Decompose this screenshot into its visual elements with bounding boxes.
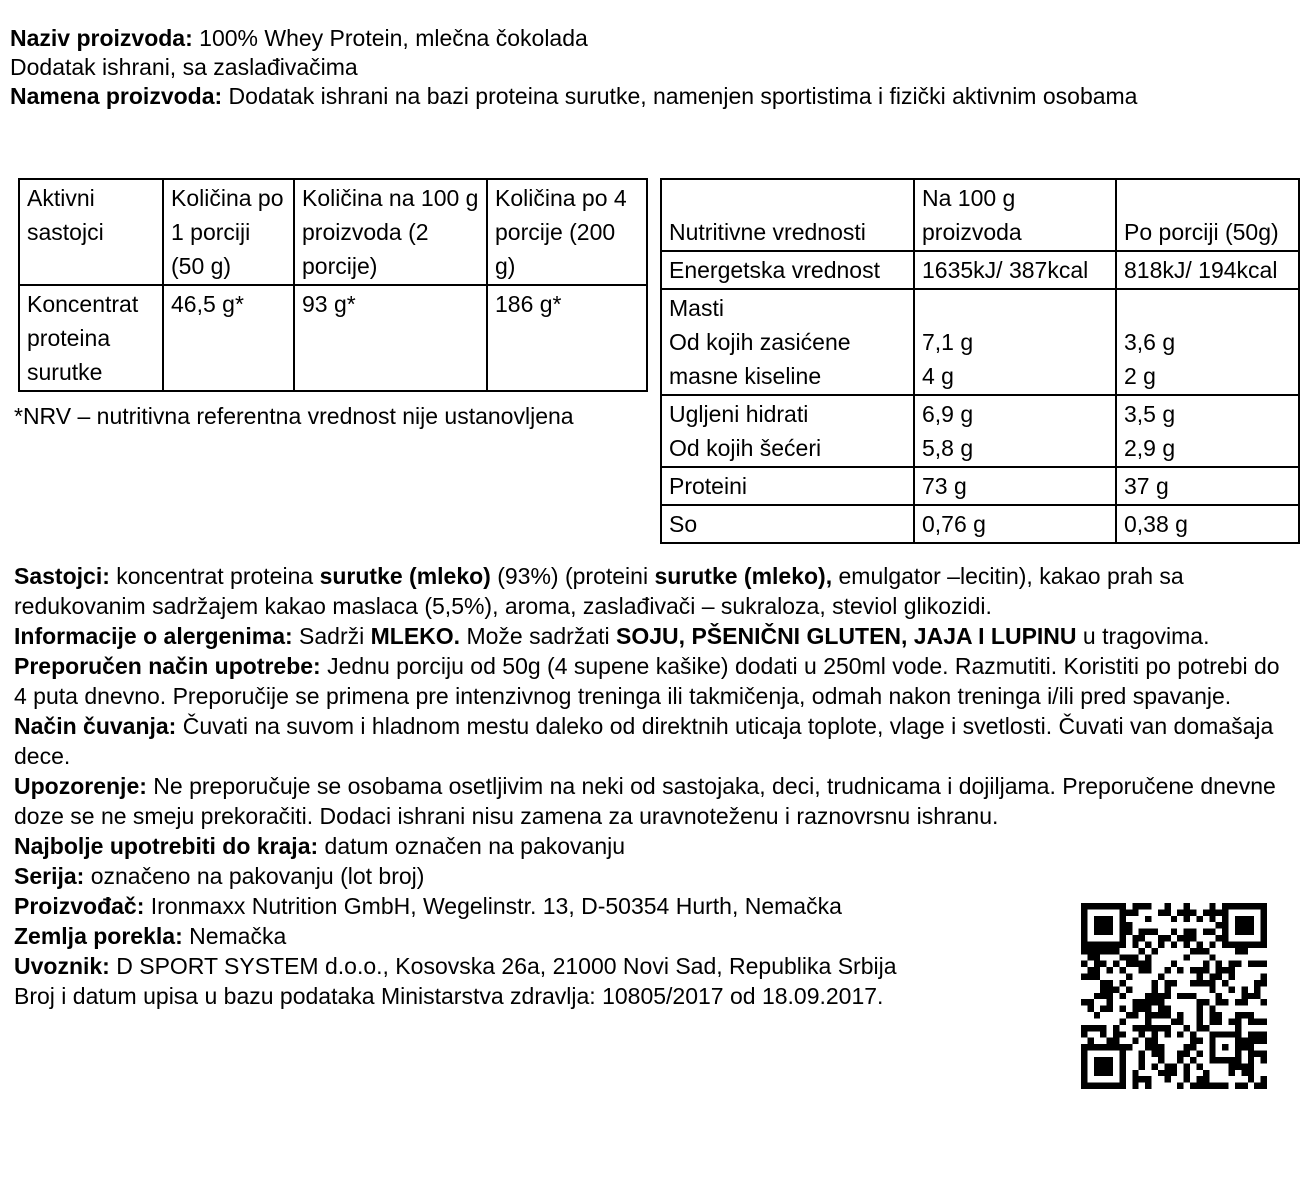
importer-paragraph: Uvoznik: D SPORT SYSTEM d.o.o., Kosovska 26a, 21000 Novi Sad, Republika Srbija bbox=[14, 953, 897, 979]
cell-label: Proteini bbox=[661, 467, 914, 505]
cell-value: 7,1 g 4 g bbox=[914, 289, 1116, 395]
cell-value: 3,6 g 2 g bbox=[1116, 289, 1299, 395]
header-cell-per-100g: Količina na 100 g proizvoda (2 porcije) bbox=[294, 179, 487, 285]
header-cell-active-ingredients: Aktivni sastojci bbox=[19, 179, 163, 285]
storage-paragraph: Način čuvanja: Čuvati na suvom i hladnom mestu daleko od direktnih uticaja toplote, vlage i svetlosti. Čuvati van domašaja dece. bbox=[14, 713, 1274, 769]
header-cell-per-serving: Po porciji (50g) bbox=[1116, 179, 1299, 251]
header-cell-per-4-servings: Količina po 4 porcije (200 g) bbox=[487, 179, 647, 285]
header-cell-nutrition-values: Nutritivne vrednosti bbox=[661, 179, 914, 251]
cell-value: 0,76 g bbox=[914, 505, 1116, 543]
usage-paragraph: Preporučen način upotrebe: Jednu porciju od 50g (4 supene kašike) dodati u 250ml vode. Razmutiti. Koristiti po potrebi do 4 puta dnevno. Preporučije se primena pre intenzivnog treninga ili takmičenja, odmah nakon treninga i/ili pred spavanje. bbox=[14, 653, 1280, 709]
cell-label: Masti Od kojih zasićene masne kiseline bbox=[661, 289, 914, 395]
nutrition-values-table bbox=[660, 178, 1300, 544]
cell-value: 37 g bbox=[1116, 467, 1299, 505]
cell-label: Energetska vrednost bbox=[661, 251, 914, 289]
qr-code bbox=[1081, 903, 1267, 1089]
cell-value: 818kJ/ 194kcal bbox=[1116, 251, 1299, 289]
product-purpose-line: Namena proizvoda: Dodatak ishrani na bazi proteina surutke, namenjen sportistima i fizički aktivnim osobama bbox=[10, 83, 1138, 109]
cell-label: Ugljeni hidrati Od kojih šećeri bbox=[661, 395, 914, 467]
label-header bbox=[10, 24, 1292, 111]
nrv-footnote: *NRV – nutritivna referentna vrednost nije ustanovljena bbox=[14, 403, 574, 429]
product-name-line: Naziv proizvoda: 100% Whey Protein, mlečna čokolada bbox=[10, 25, 588, 51]
table-row-proteins bbox=[661, 467, 1299, 505]
manufacturer-paragraph: Proizvođač: Ironmaxx Nutrition GmbH, Wegelinstr. 13, D-50354 Hurth, Nemačka bbox=[14, 893, 842, 919]
warning-paragraph: Upozorenje: Ne preporučuje se osobama osetljivim na neki od sastojaka, deci, trudnicama i dojiljama. Preporučene dnevne doze se ne smeju prekoračiti. Dodaci ishrani nisu zamena za uravnoteženu i raznovrsnu ishranu. bbox=[14, 773, 1276, 829]
cell-value-per-serving: 46,5 g* bbox=[163, 285, 294, 391]
cell-value-per-4-servings: 186 g* bbox=[487, 285, 647, 391]
table-row-salt bbox=[661, 505, 1299, 543]
table-row bbox=[19, 285, 647, 391]
table-row-carbohydrates bbox=[661, 395, 1299, 467]
table-header-row bbox=[661, 179, 1299, 251]
table-header-row bbox=[19, 179, 647, 285]
cell-label: So bbox=[661, 505, 914, 543]
lot-number-paragraph: Serija: označeno na pakovanju (lot broj) bbox=[14, 863, 425, 889]
best-before-paragraph: Najbolje upotrebiti do kraja: datum označen na pakovanju bbox=[14, 833, 626, 859]
active-ingredients-table bbox=[18, 178, 648, 392]
cell-value: 0,38 g bbox=[1116, 505, 1299, 543]
cell-value-per-100g: 93 g* bbox=[294, 285, 487, 391]
cell-value: 1635kJ/ 387kcal bbox=[914, 251, 1116, 289]
cell-value: 73 g bbox=[914, 467, 1116, 505]
cell-value: 3,5 g 2,9 g bbox=[1116, 395, 1299, 467]
registration-paragraph: Broj i datum upisa u bazu podataka Ministarstva zdravlja: 10805/2017 od 18.09.2017. bbox=[14, 983, 884, 1009]
cell-whey-concentrate: Koncentrat proteina surutke bbox=[19, 285, 163, 391]
header-cell-per-serving: Količina po 1 porciji (50 g) bbox=[163, 179, 294, 285]
ingredients-paragraph: Sastojci: koncentrat proteina surutke (mleko) (93%) (proteini surutke (mleko), emulgator –lecitin), kakao prah sa redukovanim sadržajem kakao maslaca (5,5%), aroma, zaslađivači – sukraloza, steviol glikozidi. bbox=[14, 563, 1184, 619]
table-row-fats bbox=[661, 289, 1299, 395]
header-cell-per-100g: Na 100 g proizvoda bbox=[914, 179, 1116, 251]
cell-value: 6,9 g 5,8 g bbox=[914, 395, 1116, 467]
supplement-subtitle-line: Dodatak ishrani, sa zaslađivačima bbox=[10, 54, 358, 80]
country-of-origin-paragraph: Zemlja porekla: Nemačka bbox=[14, 923, 287, 949]
table-row-energy bbox=[661, 251, 1299, 289]
allergens-paragraph: Informacije o alergenima: Sadrži MLEKO. Može sadržati SOJU, PŠENIČNI GLUTEN, JAJA I LUPINU u tragovima. bbox=[14, 623, 1210, 649]
